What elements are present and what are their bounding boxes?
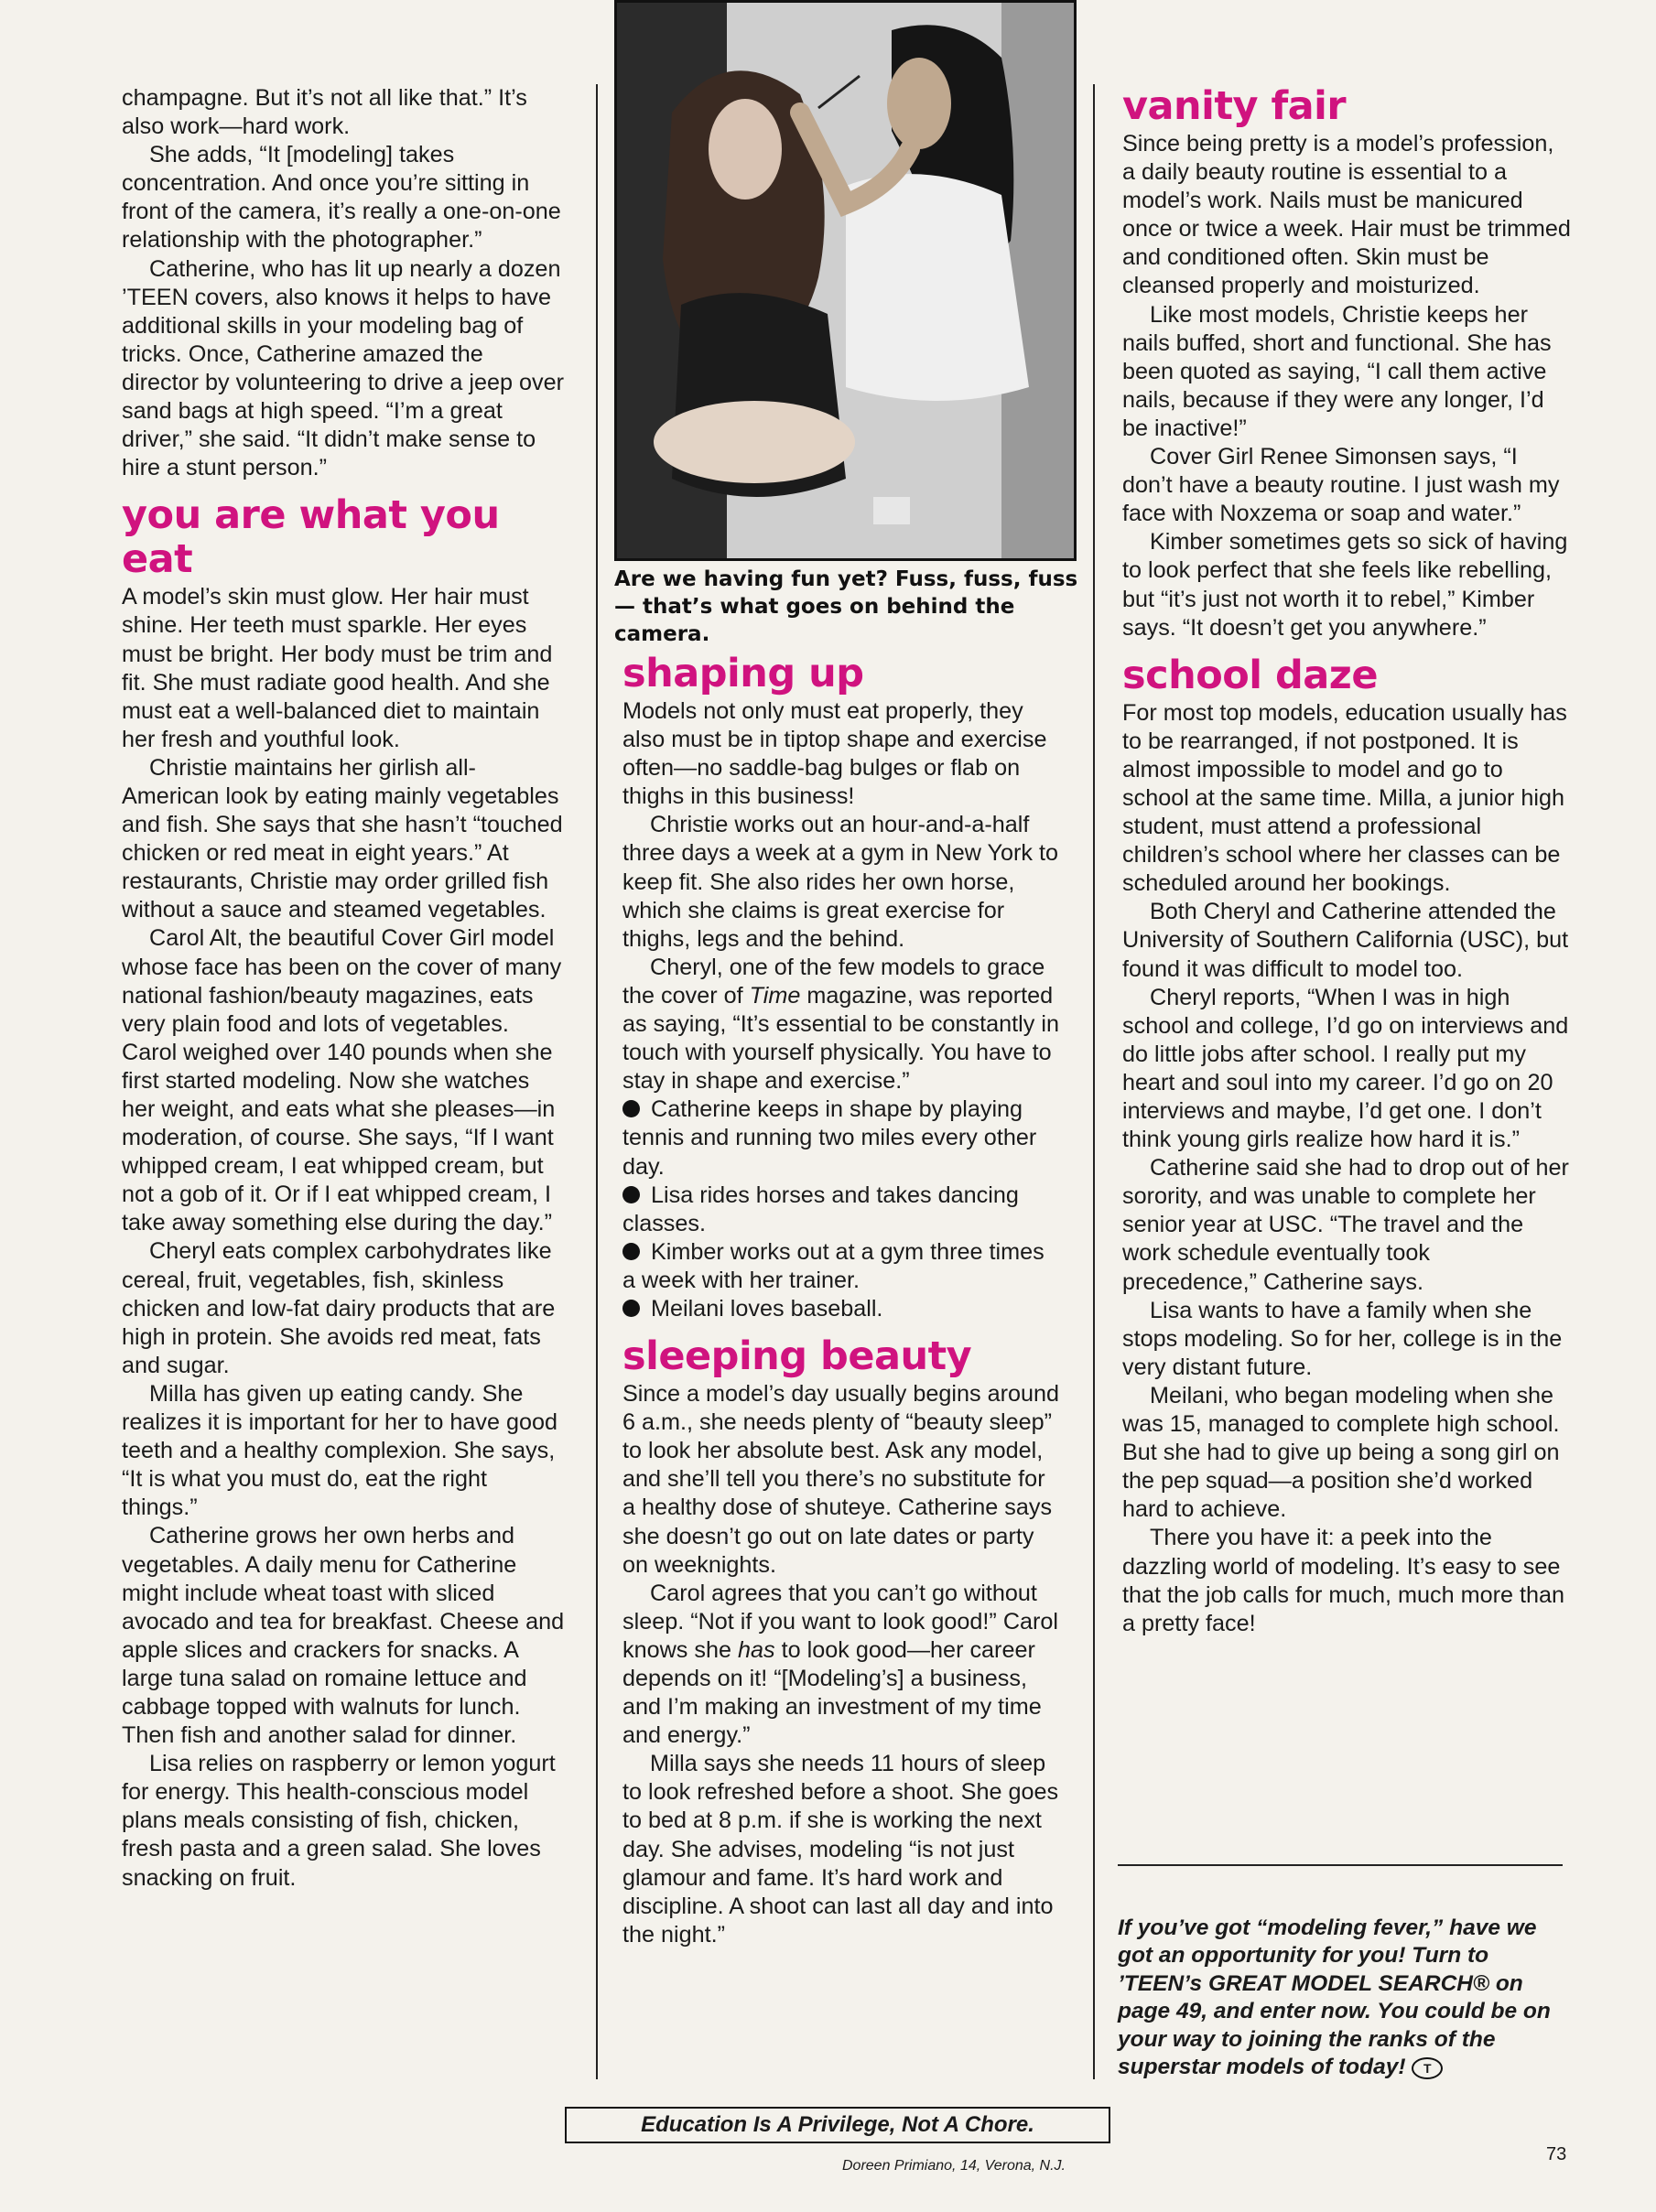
- bullet-text: Lisa rides horses and takes dancing classes.: [622, 1182, 1019, 1236]
- paragraph: Milla says she needs 11 hours of sleep to look refreshed before a shoot. She goes to bed at 8 p.m. if she is working the next day. She advises, modeling “is not just glamour and fame. It’s hard work and discipline. A shoot can last all day and into the night.”: [622, 1751, 1059, 1948]
- paragraph: Catherine said she had to drop out of her sorority, and was unable to complete her senior year at USC. “The travel and the work schedule eventually took precedence,” Catherine says.: [1122, 1155, 1569, 1295]
- paragraph: There you have it: a peek into the dazzling world of modeling. It’s easy to see that the job calls for much, much more than a pretty face!: [1122, 1525, 1564, 1636]
- bullet-item: [622, 1095, 1062, 1181]
- section-heading-eat: you are what you eat: [122, 492, 500, 583]
- bullet-icon: [622, 1186, 640, 1203]
- bullet-item: [622, 1182, 1062, 1238]
- page-number: 73: [1546, 2144, 1567, 2164]
- bullet-text: Meilani loves baseball.: [651, 1295, 883, 1322]
- text-run: to look good—her career depends on it! “[Modeling’s] a business, and I’m making an investment of my time and energy.”: [622, 1636, 1042, 1749]
- paragraph: Cover Girl Renee Simonsen says, “I don’t have a beauty routine. I just wash my face with Noxzema or soap and water.”: [1122, 444, 1560, 527]
- paragraph: Catherine, who has lit up nearly a dozen ’TEEN covers, also knows it helps to have additional skills in your modeling bag of tricks. Once, Catherine amazed the director by volunteering to drive a jeep over sand bags at high speed. “I’m a great driver,” she said. “It didn’t make sense to hire a stunt person.”: [122, 255, 565, 481]
- paragraph: Lisa wants to have a family when she stops modeling. So for her, college is in the very distant future.: [1122, 1297, 1563, 1380]
- bullet-item: [622, 1295, 1062, 1323]
- bullet-icon: [622, 1243, 640, 1260]
- paragraph: Since being pretty is a model’s profession, a daily beauty routine is essential to a model’s work. Nails must be manicured once or twice a week. Hair must be trimmed and conditioned often. Skin must be cleansed properly and moisturized.: [1122, 131, 1571, 299]
- bullet-icon: [622, 1300, 640, 1317]
- column-rule-right: [1093, 84, 1095, 2079]
- paragraph: A model’s skin must glow. Her hair must shine. Her teeth must sparkle. Her eyes must be bright. Her body must be trim and fit. She must radiate good health. And she must eat a well-balanced diet to maintain her fresh and youthful look.: [122, 584, 553, 752]
- article-column-2: [622, 641, 1062, 1949]
- paragraph: Christie works out an hour-and-a-half three days a week at a gym in New York to keep fit. She also rides her own horse, which she claims is great exercise for thighs, legs and the behind.: [622, 812, 1059, 952]
- motto-box: Education Is A Privilege, Not A Chore.: [565, 2107, 1110, 2143]
- model-search-promo: [1118, 1915, 1575, 2081]
- paragraph: Catherine grows her own herbs and vegetables. A daily menu for Catherine might include wheat toast with sliced avocado and tea for breakfast. Cheese and apple slices and crackers for snacks. A large tuna salad on romaine lettuce and cabbage topped with walnuts for lunch. Then fish and another salad for dinner.: [122, 1523, 565, 1749]
- paragraph: Since a model’s day usually begins around 6 a.m., she needs plenty of “beauty sleep” to look her absolute best. Ask any model, and she’ll tell you there’s no substitute for a healthy dose of shuteye. Catherine says she doesn’t go out on late dates or party on weeknights.: [622, 1381, 1060, 1578]
- bullet-item: [622, 1238, 1062, 1295]
- text-run: Cheryl, one of the few models to grace the cover of: [622, 954, 1045, 1009]
- paragraph: [622, 1580, 1062, 1751]
- paragraph: champagne. But it’s not all like that.” It’s also work—hard work.: [122, 85, 527, 140]
- paragraph: Kimber sometimes gets so sick of having to look perfect that she feels like rebelling, but “it’s just not worth it to rebel,” Kimber says. “It doesn’t get you anywhere.”: [1122, 529, 1568, 641]
- paragraph: Carol Alt, the beautiful Cover Girl model whose face has been on the cover of many national fashion/beauty magazines, eats very plain food and lots of vegetables. Carol weighed over 140 pounds when she first started modeling. Now she watches her weight, and eats what she pleases—in moderation, of course. She says, “If I want whipped cream, I eat whipped cream, but not a gob of it. Or if I eat whipped cream, I take away something else during the day.”: [122, 925, 562, 1236]
- emphasis: has: [738, 1636, 775, 1663]
- section-heading-vanity-fair: vanity fair: [1122, 83, 1347, 129]
- paragraph: Cheryl eats complex carbohydrates like cereal, fruit, vegetables, fish, skinless chicken and low-fat dairy products that are high in protein. She avoids red meat, fats and sugar.: [122, 1238, 556, 1378]
- paragraph: Milla has given up eating candy. She realizes it is important for her to have good teeth and a healthy complexion. She says, “It is what you must do, eat the right things.”: [122, 1380, 558, 1521]
- paragraph: She adds, “It [modeling] takes concentration. And once you’re sitting in front of the camera, it’s really a one-on-one relationship with the photographer.”: [122, 142, 561, 254]
- text-run: Carol agrees that you can’t go without sleep. “Not if you want to look good!” Carol knows she: [622, 1580, 1059, 1663]
- bullet-icon: [622, 1100, 640, 1117]
- promo-divider: [1118, 1864, 1563, 1866]
- paragraph: Christie maintains her girlish all-American look by eating mainly vegetables and fish. She says that she hasn’t “touched chicken or red meat in eight years.” At restaurants, Christie may order grilled fish without a sauce and steamed vegetables.: [122, 754, 563, 923]
- section-heading-school-daze: school daze: [1122, 652, 1378, 698]
- paragraph: Like most models, Christie keeps her nails buffed, short and functional. She has been quoted as saying, “I call them active nails, because if they were any longer, I’d be inactive!”: [1122, 301, 1552, 441]
- paragraph: Cheryl reports, “When I was in high school and college, I’d go on interviews and do little jobs after school. I really put my heart and soul into my career. I’d go on 20 interviews and maybe, I’d get one. I don’t think young girls realize how hard it is.”: [1122, 984, 1569, 1153]
- paragraph: Both Cheryl and Catherine attended the University of Southern California (USC), but found it was difficult to model too.: [1122, 899, 1569, 982]
- paragraph: [622, 954, 1062, 1095]
- motto-credit: Doreen Primiano, 14, Verona, N.J.: [842, 2158, 1066, 2174]
- section-heading-sleeping-beauty: sleeping beauty: [622, 1333, 972, 1380]
- behind-the-camera-photo: [614, 0, 1077, 561]
- article-column-1: [122, 84, 566, 1893]
- paragraph: For most top models, education usually has to be rearranged, if not postponed. It is almost impossible to model and go to school at the same time. Milla, a junior high student, must attend a professional children’s school where her classes can be scheduled around her bookings.: [1122, 699, 1567, 897]
- bullet-text: Catherine keeps in shape by playing tennis and running two miles every other day.: [622, 1096, 1037, 1180]
- paragraph: Meilani, who began modeling when she was 15, managed to complete high school. But she had to give up being a song girl on the pep squad—a position she’d worked hard to achieve.: [1122, 1382, 1560, 1523]
- section-heading-shaping-up: shaping up: [622, 651, 864, 696]
- bullet-text: Kimber works out at a gym three times a week with her trainer.: [622, 1238, 1044, 1293]
- article-column-3: [1122, 84, 1571, 1638]
- paragraph: Lisa relies on raspberry or lemon yogurt for energy. This health-conscious model plans meals consisting of fish, chicken, fresh pasta and a green salad. She loves snacking on fruit.: [122, 1751, 556, 1891]
- photo-illustration: [617, 3, 1075, 559]
- column-rule-left: [596, 84, 598, 2079]
- promo-text: If you’ve got “modeling fever,” have we got an opportunity for you! Turn to ’TEEN’s GREAT MODEL SEARCH® on page 49, and enter now. You could be on your way to joining the ranks of the superstar models of today!: [1118, 1915, 1551, 2080]
- text-run: magazine, was reported as saying, “It’s essential to be constantly in touch with yourself physically. You have to stay in shape and exercise.”: [622, 982, 1059, 1095]
- photo-caption: Are we having fun yet? Fuss, fuss, fuss— that’s what goes on behind the camera.: [614, 567, 1078, 646]
- paragraph: Models not only must eat properly, they also must be in tiptop shape and exercise often—no saddle-bag bulges or flab on thighs in this business!: [622, 698, 1047, 810]
- magazine-name: Time: [749, 982, 801, 1009]
- teen-end-mark-icon: T: [1412, 2057, 1443, 2079]
